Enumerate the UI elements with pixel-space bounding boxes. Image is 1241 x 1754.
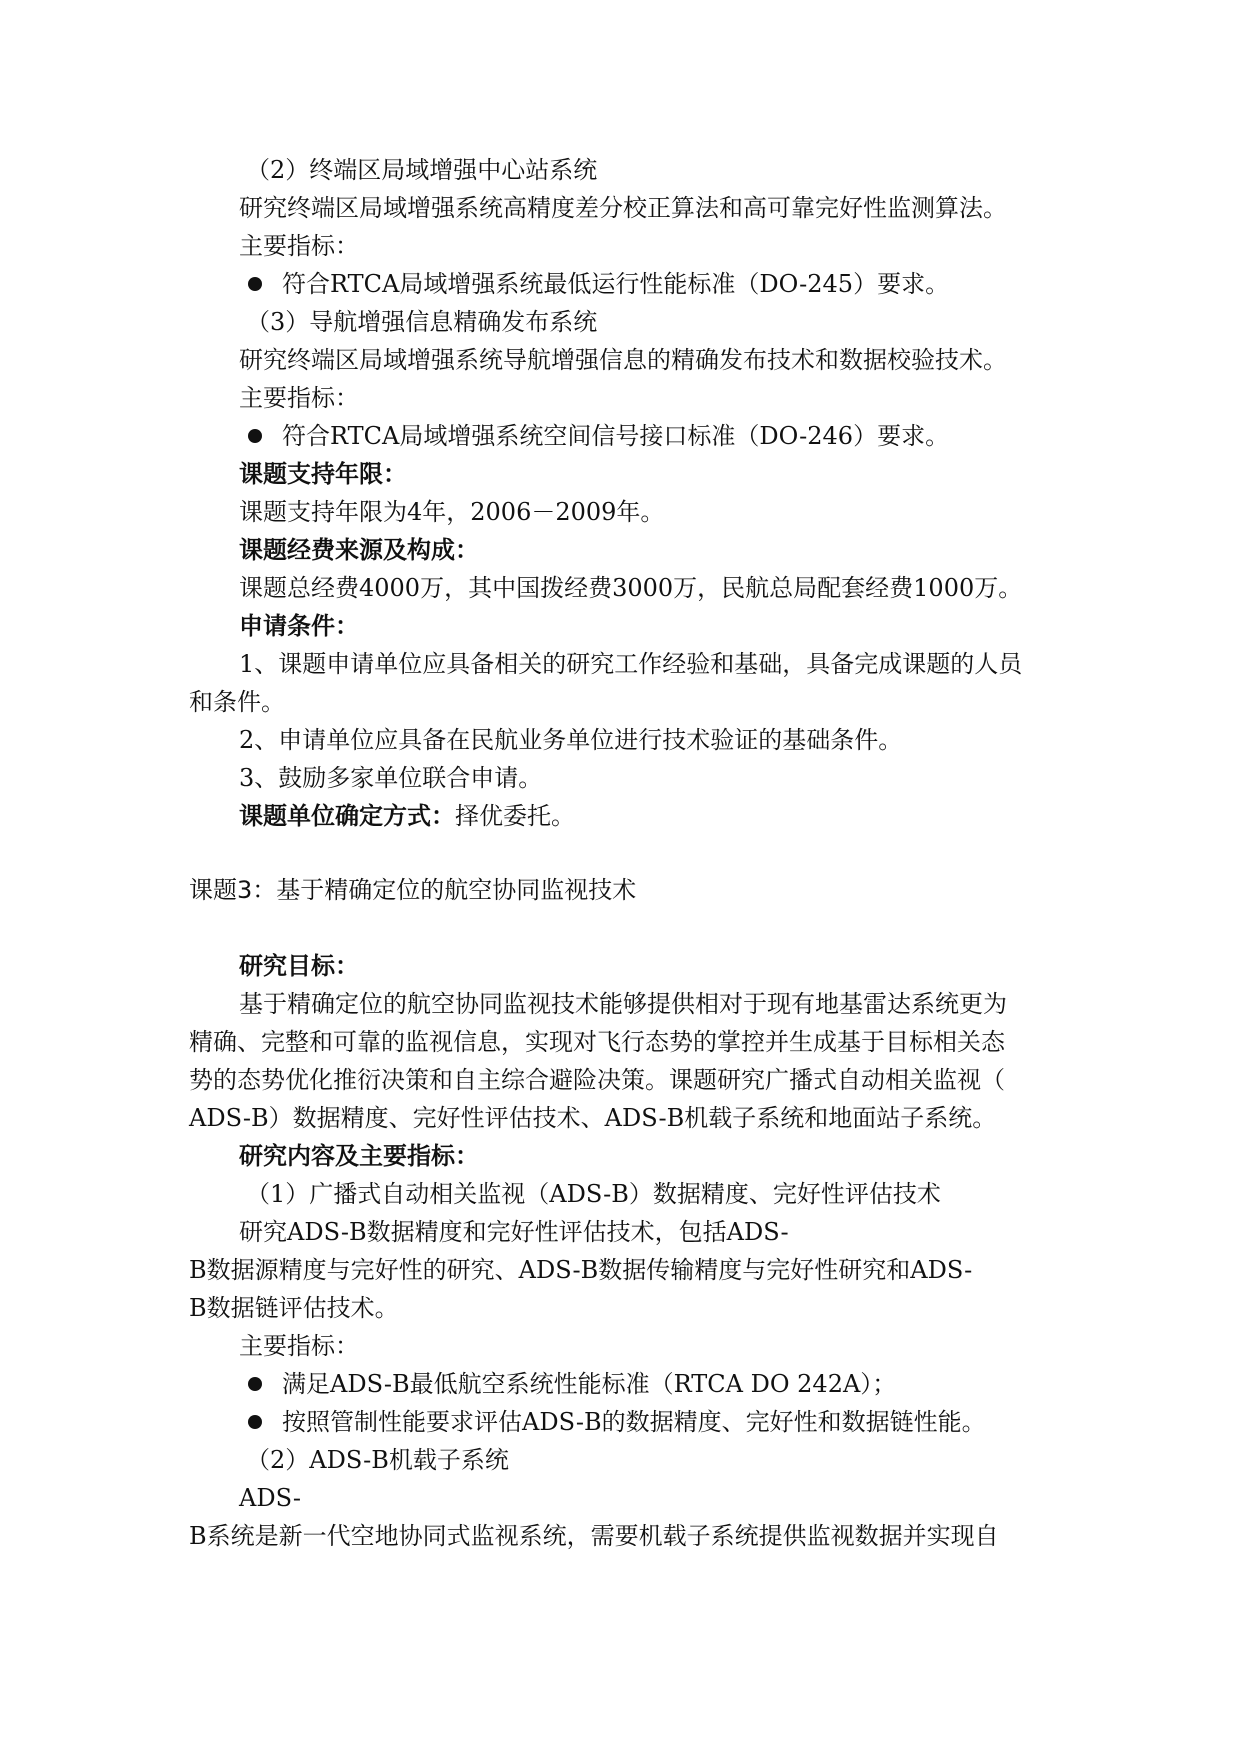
- section-label: 课题支持年限：: [239, 459, 407, 488]
- section-label: 申请条件：: [239, 611, 359, 640]
- bullet-icon: [248, 1415, 262, 1429]
- section-label: 课题经费来源及构成：: [239, 535, 479, 564]
- bullet-icon: [248, 277, 262, 291]
- section-label: 课题单位确定方式：: [239, 801, 455, 830]
- bullet-item: [248, 416, 949, 456]
- indicator-label: 主要指标：: [239, 1332, 359, 1360]
- paragraph-continuation: 精确、完整和可靠的监视信息，实现对飞行态势的掌控并生成基于目标相关态: [189, 1028, 1005, 1056]
- bullet-text: 符合RTCA局域增强系统最低运行性能标准（DO-245）要求。: [282, 270, 950, 298]
- bullet-text: 满足ADS-B最低航空系统性能标准（RTCA DO 242A）；: [282, 1370, 897, 1398]
- paragraph-continuation: ADS-B）数据精度、完好性评估技术、ADS-B机载子系统和地面站子系统。: [189, 1104, 997, 1132]
- indicator-label: 主要指标：: [239, 232, 359, 260]
- paragraph: 研究终端区局域增强系统高精度差分校正算法和高可靠完好性监测算法。: [239, 194, 1007, 222]
- subsection-title: （2）ADS-B机载子系统: [246, 1446, 509, 1474]
- bullet-text: 符合RTCA局域增强系统空间信号接口标准（DO-246）要求。: [282, 422, 950, 450]
- section-line: [239, 796, 575, 836]
- paragraph: ADS-: [239, 1484, 302, 1512]
- indicator-label: 主要指标：: [239, 384, 359, 412]
- section-label: 研究内容及主要指标：: [239, 1141, 479, 1170]
- paragraph-continuation: B数据链评估技术。: [189, 1294, 399, 1322]
- bullet-item: [248, 264, 949, 304]
- topic-heading: 课题3：基于精确定位的航空协同监视技术: [189, 876, 637, 904]
- subsection-title: （3）导航增强信息精确发布系统: [246, 308, 598, 336]
- paragraph: 3、鼓励多家单位联合申请。: [239, 764, 543, 792]
- bullet-icon: [248, 429, 262, 443]
- paragraph: 基于精确定位的航空协同监视技术能够提供相对于现有地基雷达系统更为: [239, 990, 1007, 1018]
- subsection-title: （1）广播式自动相关监视（ADS-B）数据精度、完好性评估技术: [246, 1180, 941, 1208]
- paragraph: 1、课题申请单位应具备相关的研究工作经验和基础，具备完成课题的人员: [239, 650, 1023, 678]
- bullet-item: [248, 1402, 986, 1442]
- paragraph-continuation: B数据源精度与完好性的研究、ADS-B数据传输精度与完好性研究和ADS-: [189, 1256, 973, 1284]
- bullet-text: 按照管制性能要求评估ADS-B的数据精度、完好性和数据链性能。: [282, 1408, 986, 1436]
- paragraph-continuation: 和条件。: [189, 688, 285, 716]
- paragraph: 研究ADS-B数据精度和完好性评估技术，包括ADS-: [239, 1218, 789, 1246]
- section-label: 研究目标：: [239, 951, 359, 980]
- bullet-icon: [248, 1377, 262, 1391]
- paragraph: 课题总经费4000万，其中国拨经费3000万，民航总局配套经费1000万。: [239, 574, 1023, 602]
- paragraph: 2、申请单位应具备在民航业务单位进行技术验证的基础条件。: [239, 726, 903, 754]
- paragraph-continuation: 势的态势优化推衍决策和自主综合避险决策。课题研究广播式自动相关监视（: [189, 1066, 1005, 1094]
- bullet-item: [248, 1364, 896, 1404]
- paragraph: 研究终端区局域增强系统导航增强信息的精确发布技术和数据校验技术。: [239, 346, 1007, 374]
- subsection-title: （2）终端区局域增强中心站系统: [246, 156, 598, 184]
- paragraph-continuation: B系统是新一代空地协同式监视系统，需要机载子系统提供监视数据并实现自: [189, 1522, 999, 1550]
- section-value: 择优委托。: [455, 802, 575, 830]
- paragraph: 课题支持年限为4年，2006－2009年。: [239, 498, 665, 526]
